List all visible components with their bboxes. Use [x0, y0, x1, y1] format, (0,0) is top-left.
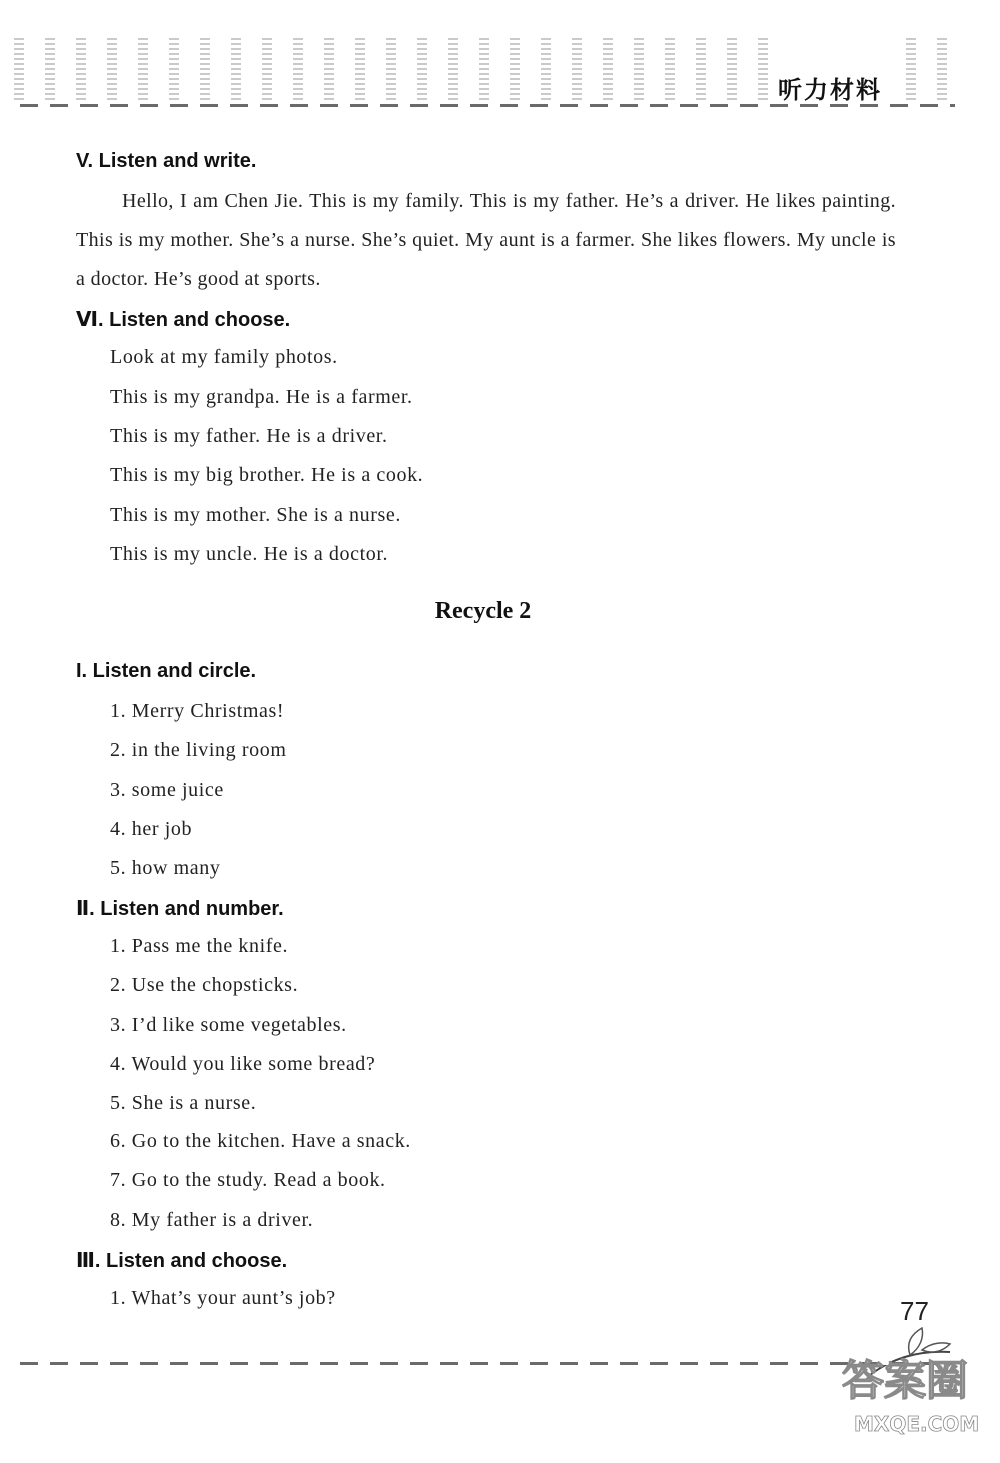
- section-5-title: V. Listen and write.: [76, 150, 257, 172]
- part-2-line: 6. Go to the kitchen. Have a snack.: [110, 1130, 411, 1152]
- part-2-line: 5. She is a nurse.: [110, 1092, 257, 1114]
- part-2-line: 8. My father is a driver.: [110, 1209, 314, 1231]
- part-2-line: 2. Use the chopsticks.: [110, 974, 299, 996]
- section-6-title: Ⅵ. Listen and choose.: [76, 309, 291, 331]
- part-3-line: 1. What’s your aunt’s job?: [110, 1287, 336, 1309]
- part-1-line: 3. some juice: [110, 779, 224, 801]
- part-2-line: 3. I’d like some vegetables.: [110, 1014, 347, 1036]
- svg-text:答案圈: 答案圈: [842, 1356, 969, 1405]
- section-5-paragraph: Hello, I am Chen Jie. This is my family. This is my father. He’s a driver. He likes painting. This is my mother. She’s a nurse. She’s quiet. My aunt is a farmer. She likes flowers. My uncle is a doctor. He’s good at sports.: [76, 190, 896, 290]
- section-6-line: This is my uncle. He is a doctor.: [110, 543, 389, 565]
- part-1-line: 4. her job: [110, 818, 193, 840]
- part-2-line: 1. Pass me the knife.: [110, 935, 289, 957]
- footer-divider: [20, 1362, 955, 1365]
- section-6-line: This is my mother. She is a nurse.: [110, 504, 401, 526]
- part-1-line: 2. in the living room: [110, 739, 287, 761]
- part-2-title: Ⅱ. Listen and number.: [76, 898, 284, 920]
- svg-text:MXQE.COM: MXQE.COM: [854, 1412, 980, 1436]
- section-6-line: Look at my family photos.: [110, 346, 338, 368]
- header-divider: [20, 104, 955, 107]
- section-6-line: This is my big brother. He is a cook.: [110, 464, 424, 486]
- recycle-heading: Recycle 2: [434, 598, 532, 624]
- part-1-title: I. Listen and circle.: [76, 660, 257, 682]
- part-2-line: 4. Would you like some bread?: [110, 1053, 376, 1075]
- section-6-line: This is my father. He is a driver.: [110, 425, 388, 447]
- part-1-line: 5. how many: [110, 857, 221, 879]
- page-number: 77: [900, 1296, 929, 1326]
- part-2-line: 7. Go to the study. Read a book.: [110, 1169, 386, 1191]
- section-6-line: This is my grandpa. He is a farmer.: [110, 386, 413, 408]
- header-title: 听力材料: [772, 70, 888, 105]
- part-3-title: Ⅲ. Listen and choose.: [76, 1250, 288, 1272]
- watermark-logo: [832, 1333, 982, 1443]
- part-1-line: 1. Merry Christmas!: [110, 700, 285, 722]
